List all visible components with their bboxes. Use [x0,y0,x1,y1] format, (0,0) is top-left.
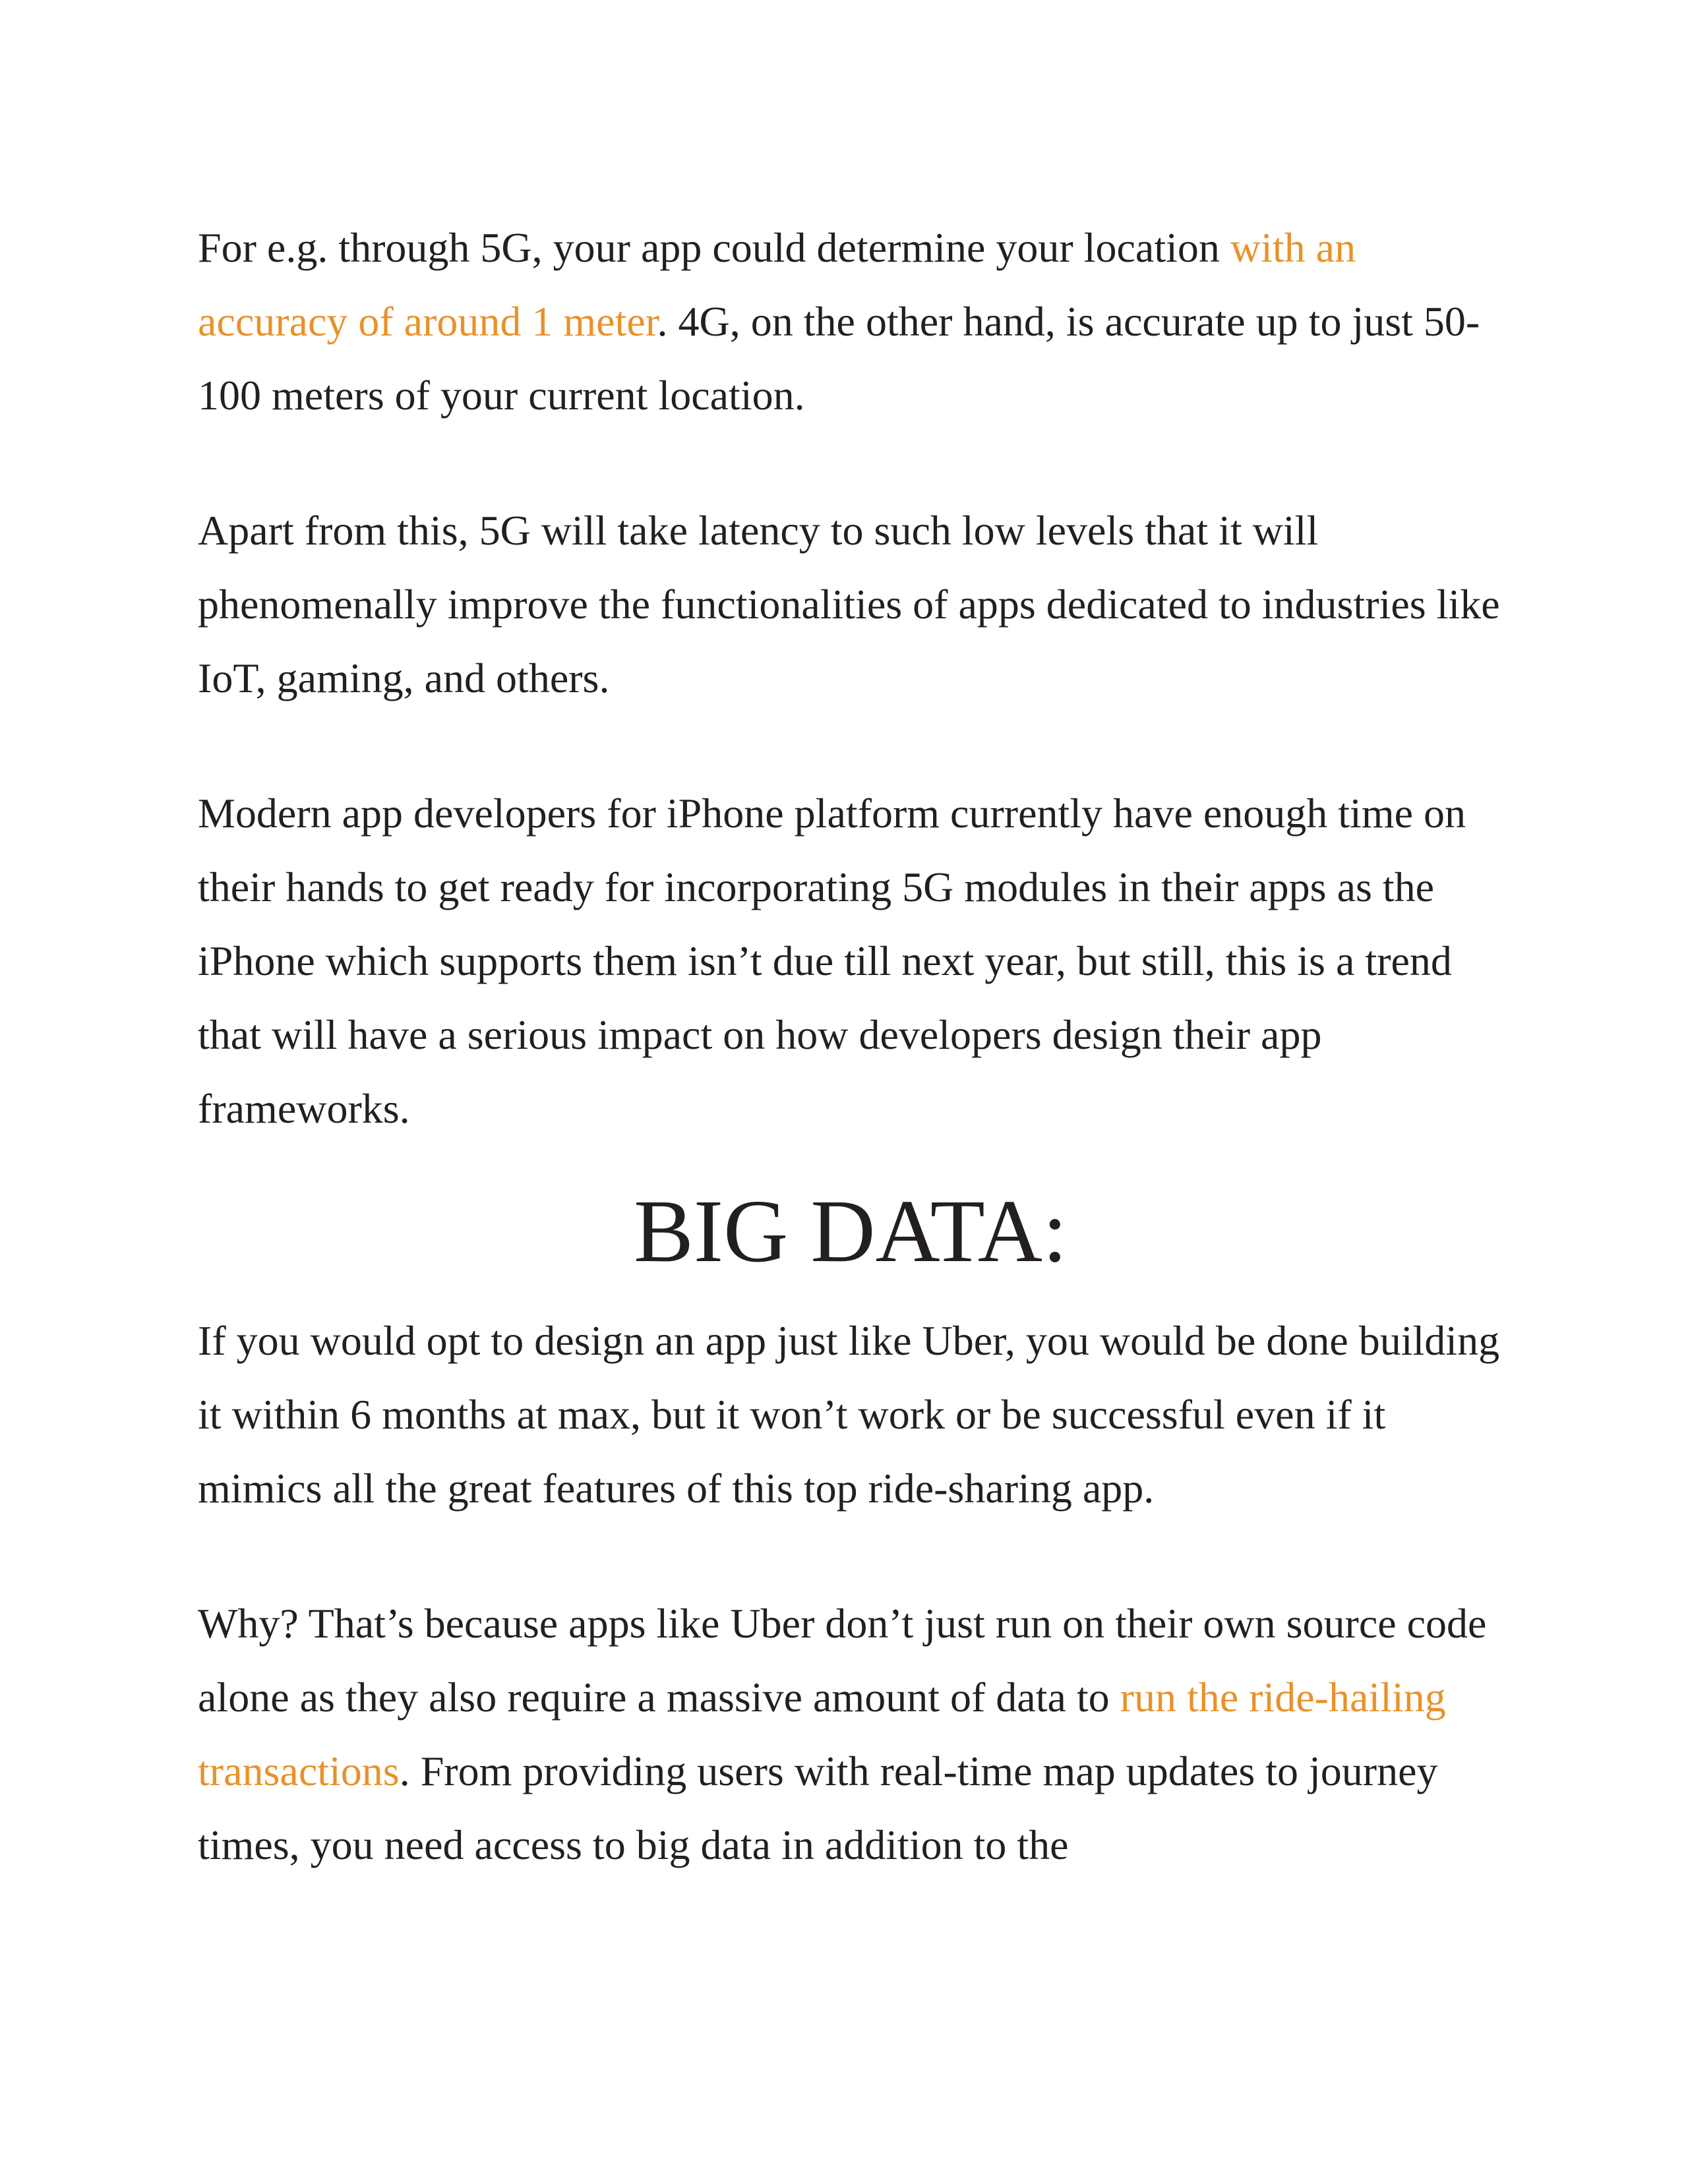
paragraph-text: If you would opt to design an app just like Uber, you would be done building it within 6 months at max, but it won’t work or be successful even if it mimics all the great features of this top ride-sharing app. [198,1317,1500,1512]
link-ride-hailing-transactions[interactable]: run the ride-hailing transactions [198,1674,1446,1794]
section-heading: BIG DATA: [634,1182,1068,1281]
link-location-accuracy[interactable]: with an accuracy of around 1 meter [198,224,1356,345]
paragraph-iphone-developers [198,777,1503,1146]
paragraph-uber-data [198,1587,1503,1882]
paragraph-text: Apart from this, 5G will take latency to such low levels that it will phenomenally improve the functionalities of apps dedicated to industries like IoT, gaming, and others. [198,507,1500,701]
paragraph-uber-design [198,1304,1503,1525]
paragraph-text: . From providing users with real-time map updates to journey times, you need access to big data in addition to the [198,1748,1438,1868]
paragraph-text: For e.g. through 5G, your app could determine your location [198,224,1230,271]
article-body [198,211,1503,1943]
paragraph-text: Why? That’s because apps like Uber don’t just run on their own source code alone as they also require a massive amount of data to [198,1600,1487,1721]
paragraph-5g-latency [198,494,1503,715]
paragraph-text: Modern app developers for iPhone platform currently have enough time on their hands to get ready for incorporating 5G modules in their apps as the iPhone which supports them isn’t due till next year, but still, this is a trend that will have a serious impact on how developers design their app frameworks. [198,790,1466,1132]
paragraph-text: . 4G, on the other hand, is accurate up to just 50-100 meters of your current location. [198,298,1480,419]
paragraph-5g-location [198,211,1503,432]
